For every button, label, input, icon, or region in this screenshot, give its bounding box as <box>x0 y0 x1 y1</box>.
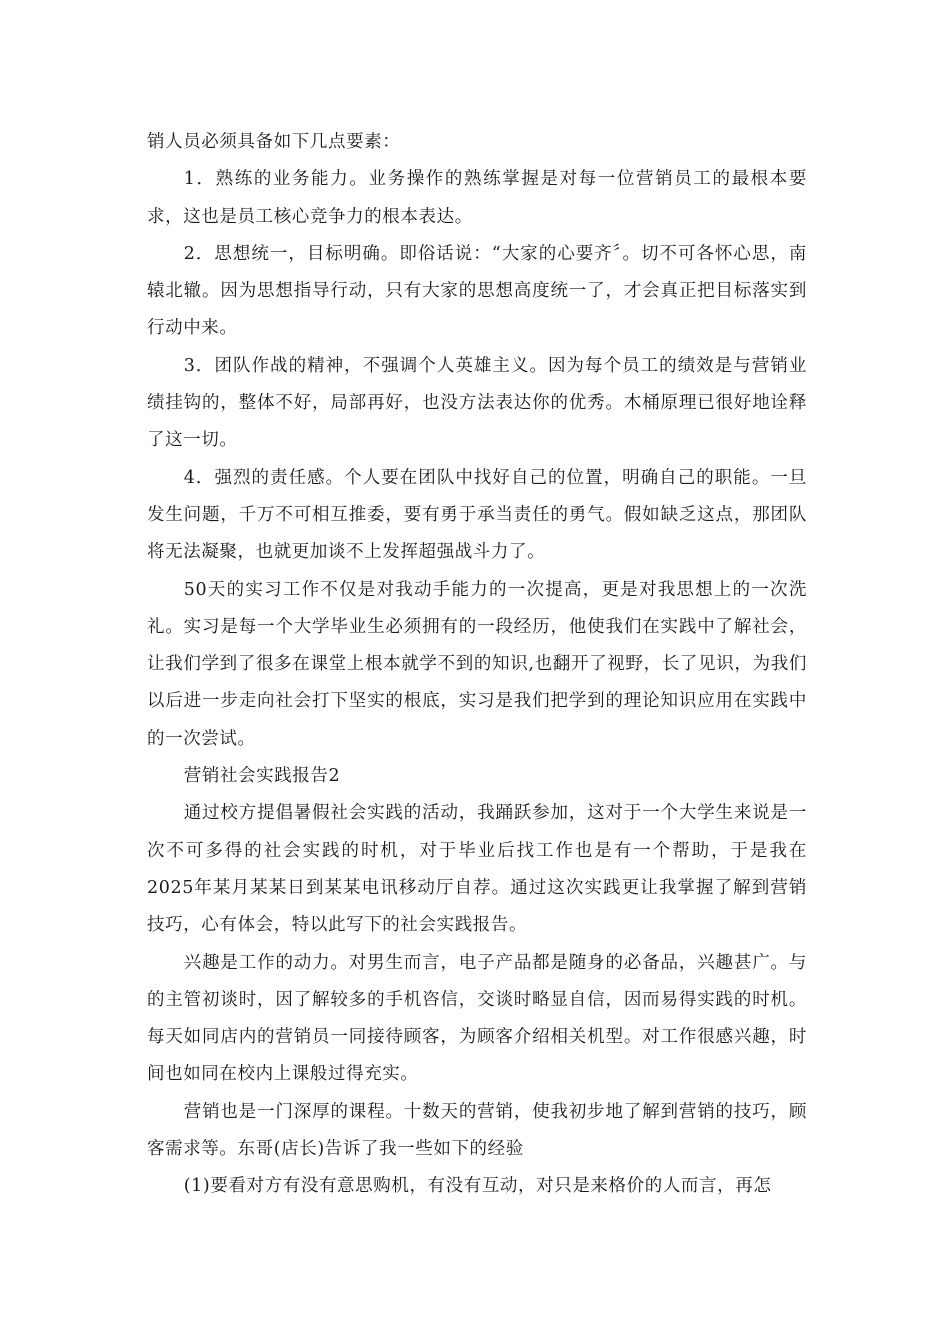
paragraph-point-3: 3．团队作战的精神，不强调个人英雄主义。因为每个员工的绩效是与营销业绩挂钩的，整体不好，局部再好，也没方法表达你的优秀。木桶原理已很好地诠释了这一切。 <box>147 355 807 451</box>
section-heading: 营销社会实践报告2 <box>183 766 341 787</box>
paragraph-experience-1: (1)要看对方有没有意思购机，有没有互动，对只是来格价的人而言，再怎 <box>183 1176 772 1197</box>
paragraph-internship-summary: 50天的实习工作不仅是对我动手能力的一次提高，更是对我思想上的一次洗礼。实习是每一个大学毕业生必须拥有的一段经历，他使我们在实践中了解社会，让我们学到了很多在课堂上根本就学不到的知识,也翻开了视野，长了见识，为我们以后进一步走向社会打下坚实的根底，实习是我们把学到的理论知识应用在实践中的一次尝试。 <box>147 579 807 749</box>
paragraph-intro: 通过校方提倡暑假社会实践的活动，我踊跃参加，这对于一个大学生来说是一次不可多得的社会实践的时机，对于毕业后找工作也是有一个帮助，于是我在2025年某月某某日到某某电讯移动厅自荐。通过这次实践更让我掌握了解到营销技巧，心有体会，特以此写下的社会实践报告。 <box>147 803 807 936</box>
paragraph-point-4: 4．强烈的责任感。个人要在团队中找好自己的位置，明确自己的职能。一旦发生问题，千万不可相互推委，要有勇于承当责任的勇气。假如缺乏这点，那团队将无法凝聚，也就更加谈不上发挥超强战斗力了。 <box>147 467 807 563</box>
paragraph-marketing-course: 营销也是一门深厚的课程。十数天的营销，使我初步地了解到营销的技巧，顾客需求等。东哥(店长)告诉了我一些如下的经验 <box>147 1101 807 1160</box>
document-body <box>147 124 807 1206</box>
paragraph-point-2: 2．思想统一，目标明确。即俗话说：“大家的心要齐〞。切不可各怀心思，南辕北辙。因为思想指导行动，只有大家的思想高度统一了，才会真正把目标落实到行动中来。 <box>147 243 807 339</box>
paragraph-interest: 兴趣是工作的动力。对男生而言，电子产品都是随身的必备品，兴趣甚广。与的主管初谈时，因了解较多的手机咨信，交谈时略显自信，因而易得实践的时机。每天如同店内的营销员一同接待顾客，为顾客介绍相关机型。对工作很感兴趣，时间也如同在校内上课般过得充实。 <box>147 952 807 1085</box>
paragraph-point-1: 1．熟练的业务能力。业务操作的熟练掌握是对每一位营销员工的最根本要求，这也是员工核心竞争力的根本表达。 <box>147 169 807 227</box>
paragraph-continuation: 销人员必须具备如下几点要素： <box>147 132 401 152</box>
